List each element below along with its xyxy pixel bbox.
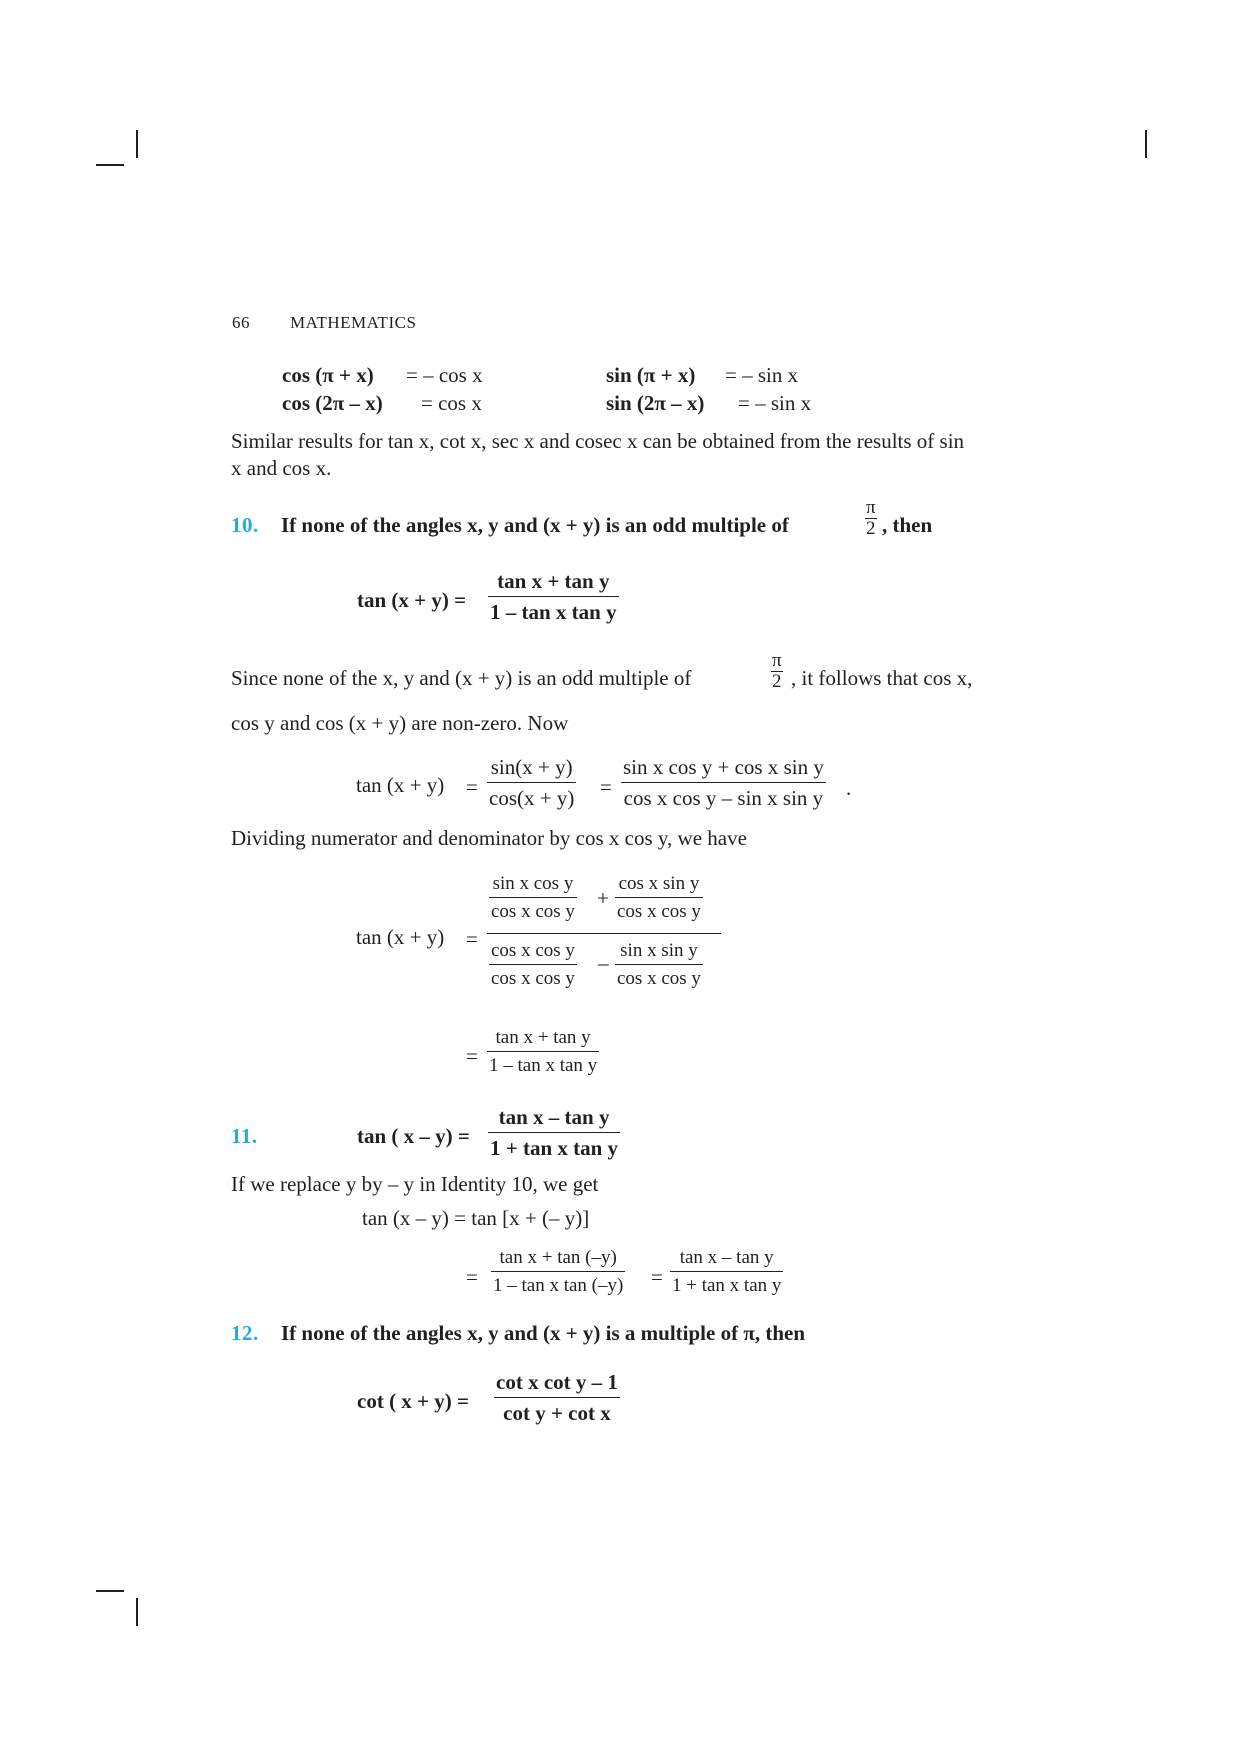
denominator: 1 + tan x tan y [490, 1136, 619, 1160]
denominator: cos(x + y) [489, 786, 575, 810]
item-12-lhs: cot ( x + y) = [357, 1389, 469, 1413]
item-11-equals-2: = [651, 1265, 663, 1289]
proof-10-pi-over-2 [771, 651, 783, 692]
item-10-formula-lhs: tan (x + y) = [357, 588, 467, 612]
item-number-11: 11. [231, 1124, 258, 1148]
two-denominator: 2 [866, 518, 876, 539]
dividing-sentence: Dividing numerator and denominator by cos x cos y, we have [231, 826, 747, 850]
numerator: tan x + tan (–y) [499, 1247, 617, 1268]
numerator: sin(x + y) [490, 755, 573, 779]
item-12-statement: If none of the angles x, y and (x + y) is a multiple of π, then [281, 1321, 805, 1345]
eq2-equals: = [466, 927, 478, 951]
numerator: sin x cos y + cos x sin y [623, 755, 824, 779]
numerator: sin x cos y [492, 873, 574, 894]
eq1-period: . [846, 776, 852, 800]
denominator: cot y + cot x [503, 1401, 611, 1425]
eq2-plus: + [597, 886, 609, 910]
eq2-lhs: tan (x + y) [356, 925, 445, 949]
numerator: tan x + tan y [497, 569, 610, 593]
item-11-fraction-1 [491, 1244, 625, 1299]
proof-10-line1-a: Since none of the x, y and (x + y) is an odd multiple of [231, 666, 692, 690]
numerator: cos x cos y [491, 940, 575, 961]
eq1-lhs: tan (x + y) [356, 773, 445, 797]
identity-cos-pi-plus-x-value: = – cos x [406, 363, 483, 387]
denominator: 1 – tan x tan y [490, 600, 617, 624]
eq3-fraction [487, 1024, 599, 1079]
identity-cos-2pi-minus-x: cos (2π – x) [282, 391, 383, 415]
identity-cos-2pi-minus-x-value: = cos x [421, 391, 482, 415]
identity-sin-pi-plus-x: sin (π + x) [606, 363, 696, 387]
denominator: 1 + tan x tan y [672, 1275, 782, 1296]
eq1-equals-1: = [466, 775, 478, 799]
item-11-equals-1: = [466, 1265, 478, 1289]
identity-sin-2pi-minus-x: sin (2π – x) [606, 391, 705, 415]
eq2-term-b [615, 870, 703, 925]
denominator: cos x cos y [491, 901, 575, 922]
numerator: tan x + tan y [495, 1027, 591, 1048]
numerator: tan x – tan y [679, 1247, 774, 1268]
eq2-term-d [615, 937, 703, 992]
eq1-equals-2: = [600, 775, 612, 799]
item-10-then: , then [882, 513, 933, 537]
item-10-pi-over-2 [865, 498, 877, 539]
page-number: 66 [232, 313, 250, 332]
paragraph-similar-results-line1: Similar results for tan x, cot x, sec x and cosec x can be obtained from the results of sin [231, 429, 965, 453]
numerator: cos x sin y [618, 873, 700, 894]
eq2-main-bar [487, 933, 721, 934]
identity-sin-pi-plus-x-value: = – sin x [725, 363, 799, 387]
item-number-10: 10. [231, 513, 259, 537]
denominator: cos x cos y [491, 968, 575, 989]
identity-sin-2pi-minus-x-value: = – sin x [738, 391, 812, 415]
item-11-step: tan (x – y) = tan [x + (– y)] [362, 1206, 590, 1230]
item-10-statement: If none of the angles x, y and (x + y) is an odd multiple of [281, 513, 789, 537]
running-title: MATHEMATICS [290, 313, 417, 332]
denominator: cos x cos y [617, 901, 701, 922]
item-11-fraction [488, 1102, 620, 1163]
pi-numerator: π [866, 497, 876, 518]
paragraph-similar-results-line2: x and cos x. [231, 456, 332, 480]
proof-10-line2: cos y and cos (x + y) are non-zero. Now [231, 711, 569, 735]
eq1-fraction-expanded [621, 752, 826, 813]
numerator: cot x cot y – 1 [496, 1370, 618, 1394]
eq3-equals: = [466, 1044, 478, 1068]
eq2-term-c [489, 937, 577, 992]
crop-mark-bottom-left-h [96, 1590, 124, 1592]
eq2-minus: – [598, 951, 609, 975]
two-denominator: 2 [772, 671, 782, 692]
item-number-12: 12. [231, 1321, 259, 1345]
item-11-replace-sentence: If we replace y by – y in Identity 10, we get [231, 1172, 599, 1196]
item-11-lhs: tan ( x – y) = [357, 1124, 470, 1148]
eq2-term-a [489, 870, 577, 925]
crop-mark-bottom-left-v [136, 1598, 138, 1626]
denominator: cos x cos y – sin x sin y [623, 786, 824, 810]
item-12-fraction [494, 1367, 620, 1428]
eq1-fraction-sin-over-cos [487, 752, 576, 813]
numerator: sin x sin y [620, 940, 698, 961]
denominator: cos x cos y [617, 968, 701, 989]
crop-mark-top-right-v [1145, 130, 1147, 158]
denominator: 1 – tan x tan (–y) [493, 1275, 624, 1296]
identity-cos-pi-plus-x: cos (π + x) [282, 363, 374, 387]
item-10-formula-fraction [488, 566, 619, 627]
crop-mark-top-left-v [136, 130, 138, 158]
item-11-fraction-2 [670, 1244, 783, 1299]
denominator: 1 – tan x tan y [489, 1055, 598, 1076]
pi-numerator: π [772, 650, 782, 671]
numerator: tan x – tan y [498, 1105, 610, 1129]
crop-mark-top-left-h [96, 164, 124, 166]
proof-10-line1-b: , it follows that cos x, [791, 666, 973, 690]
